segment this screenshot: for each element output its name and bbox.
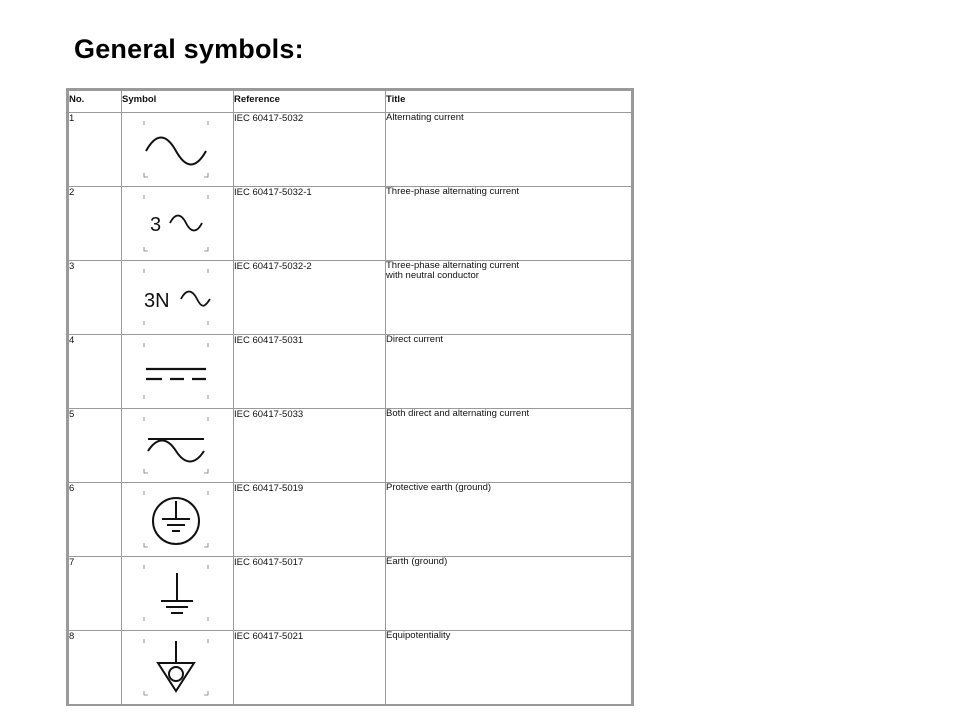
title-text: Alternating current <box>386 112 464 123</box>
symbols-table <box>68 90 632 705</box>
symbol-text: 3 <box>150 214 162 236</box>
three-phase-ac-neutral-icon <box>140 267 212 329</box>
three-phase-ac-icon <box>140 193 212 255</box>
symbol-cell <box>122 483 234 557</box>
symbols-table-frame <box>66 88 634 706</box>
title-text: Three-phase alternating current with neutral conductor <box>386 260 520 281</box>
reference-cell: IEC 60417-5017 <box>234 557 386 631</box>
reference-cell: IEC 60417-5032-2 <box>234 261 386 335</box>
title-cell <box>386 113 632 187</box>
table-row <box>69 261 632 335</box>
reference-cell: IEC 60417-5032-1 <box>234 187 386 261</box>
row-number: 3 <box>69 261 122 335</box>
alternating-current-icon <box>140 119 212 181</box>
title-cell <box>386 631 632 705</box>
reference-cell: IEC 60417-5031 <box>234 335 386 409</box>
earth-ground-icon <box>140 563 212 625</box>
table-row <box>69 187 632 261</box>
title-cell <box>386 187 632 261</box>
title-cell <box>386 483 632 557</box>
table-row <box>69 631 632 705</box>
title-text: Earth (ground) <box>386 556 448 567</box>
equipotentiality-icon <box>140 637 212 699</box>
table-header-row <box>69 91 632 113</box>
header-title: Title <box>386 91 632 113</box>
reference-cell: IEC 60417-5021 <box>234 631 386 705</box>
symbol-cell <box>122 557 234 631</box>
table-row <box>69 483 632 557</box>
row-number: 1 <box>69 113 122 187</box>
title-cell <box>386 261 632 335</box>
symbol-text: 3N <box>144 290 170 312</box>
header-no: No. <box>69 91 122 113</box>
header-symbol: Symbol <box>122 91 234 113</box>
row-number: 2 <box>69 187 122 261</box>
symbol-cell <box>122 409 234 483</box>
table-row <box>69 113 632 187</box>
protective-earth-icon <box>140 489 212 551</box>
title-cell <box>386 557 632 631</box>
symbol-cell <box>122 335 234 409</box>
reference-cell: IEC 60417-5033 <box>234 409 386 483</box>
table-row <box>69 557 632 631</box>
title-text: Protective earth (ground) <box>386 482 492 493</box>
table-row <box>69 335 632 409</box>
row-number: 8 <box>69 631 122 705</box>
page-title: General symbols: <box>74 34 304 64</box>
row-number: 6 <box>69 483 122 557</box>
row-number: 4 <box>69 335 122 409</box>
reference-cell: IEC 60417-5032 <box>234 113 386 187</box>
title-text: Direct current <box>386 334 444 345</box>
title-text: Three-phase alternating current <box>386 186 520 197</box>
row-number: 7 <box>69 557 122 631</box>
header-reference: Reference <box>234 91 386 113</box>
title-text: Equipotentiality <box>386 630 451 641</box>
symbol-cell <box>122 261 234 335</box>
table-row <box>69 409 632 483</box>
row-number: 5 <box>69 409 122 483</box>
symbol-cell <box>122 631 234 705</box>
symbol-cell <box>122 187 234 261</box>
title-cell <box>386 335 632 409</box>
title-cell <box>386 409 632 483</box>
direct-current-icon <box>140 341 212 403</box>
reference-cell: IEC 60417-5019 <box>234 483 386 557</box>
title-text: Both direct and alternating current <box>386 408 530 419</box>
dc-and-ac-icon <box>140 415 212 477</box>
symbol-cell <box>122 113 234 187</box>
